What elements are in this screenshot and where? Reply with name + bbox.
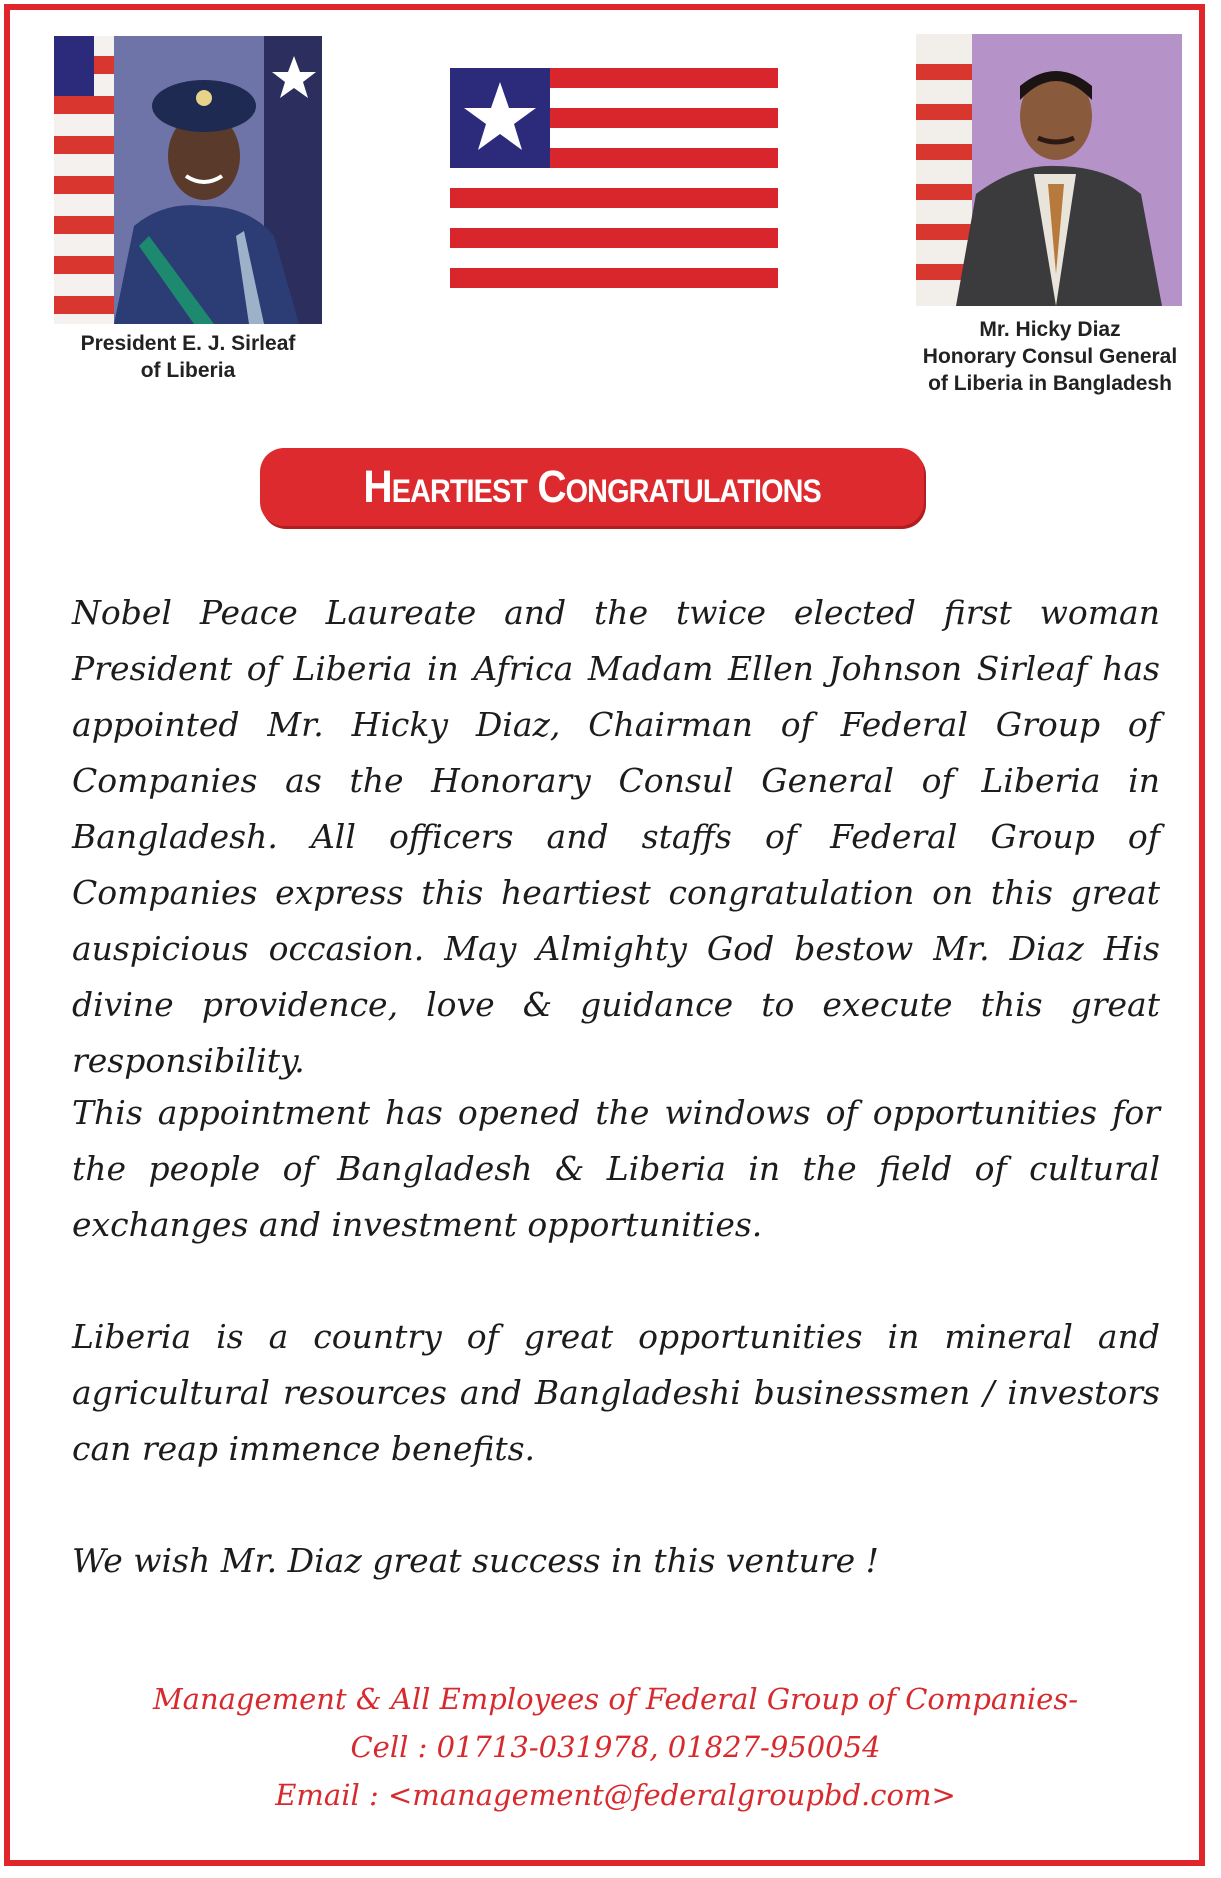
president-country: of Liberia [140,359,236,382]
flag-stripe [450,228,778,248]
footer-signature: Management & All Employees of Federal Group of Companies- [152,1682,1079,1716]
consul-caption [900,316,1200,397]
body-paragraph-1: Nobel Peace Laureate and the twice elected first woman President of Liberia in Africa Madam Ellen Johnson Sirleaf has appointed Mr. Hicky Diaz, Chairman of Federal Group of Companies as the Honorary Consul General of Liberia in Bangladesh. All officers and staffs of Federal Group of Companies express this heartiest congratulation on this great auspicious occasion. May Almighty God bestow Mr. Diaz His divine providence, love & guidance to execute this great responsibility. [72,593,1160,1080]
president-portrait-image [54,36,322,324]
flag-stripe [450,268,778,288]
consul-country: of Liberia in Bangladesh [928,372,1172,395]
liberia-flag-icon [450,68,778,293]
footer-phone: Cell : 01713-031978, 01827-950054 [350,1730,881,1764]
congratulations-banner [260,448,924,526]
consul-name: Mr. Hicky Diaz [979,318,1121,341]
body-paragraph-3: Liberia is a country of great opportunities in mineral and agricultural resources and Bangladeshi businessmen / investors can reap immence benefits. [72,1317,1160,1468]
president-name: President E. J. Sirleaf [80,332,296,355]
consul-portrait-image [916,34,1182,306]
body-paragraph-2: This appointment has opened the windows of opportunities for the people of Bangladesh & Liberia in the field of cultural exchanges and investment opportunities. [72,1093,1160,1244]
body-paragraph-4: We wish Mr. Diaz great success in this venture ! [72,1541,879,1580]
consul-title: Honorary Consul General [922,345,1178,368]
banner-title: Heartiest Congratulations [363,461,821,512]
footer-email: Email : <management@federalgroupbd.com> [275,1778,956,1812]
ad-frame [4,4,1205,1866]
flag-stripe [450,188,778,208]
president-caption [54,330,322,384]
